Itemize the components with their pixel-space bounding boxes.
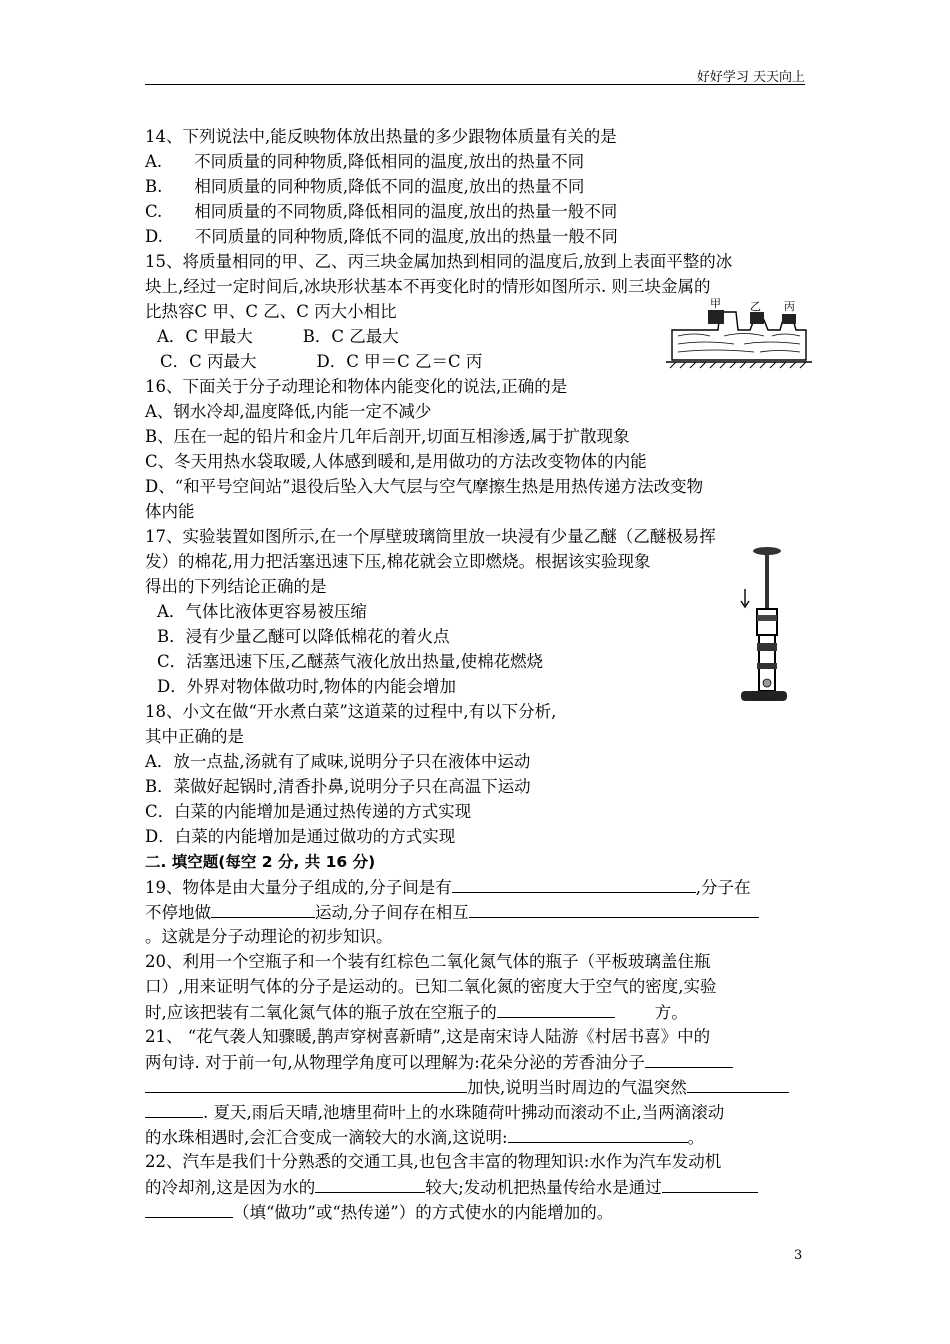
q14-option-d-key: D.: [145, 227, 163, 246]
q19-blank-1[interactable]: [452, 876, 696, 893]
q17-stem-1: 17、实验装置如图所示,在一个厚壁玻璃筒里放一块浸有少量乙醚（乙醚极易挥: [145, 527, 716, 546]
q14-option-a: [145, 151, 584, 173]
q22-blank-2b[interactable]: [145, 1201, 233, 1218]
page-number: 3: [794, 1248, 803, 1263]
label-jia: 甲: [710, 297, 721, 310]
q15-option-a: A．C 甲最大: [157, 327, 253, 346]
q22-blank-1[interactable]: [315, 1176, 425, 1193]
label-bing: 丙: [784, 300, 795, 313]
q17-option-d: D．外界对物体做功时,物体的内能会增加: [157, 677, 456, 696]
q16-option-b: B、压在一起的铅片和金片几年后剖开,切面互相渗透,属于扩散现象: [145, 427, 630, 446]
q18-stem-1: 18、小文在做“开水煮白菜”这道菜的过程中,有以下分析,: [145, 702, 557, 721]
q19-blank-3[interactable]: [469, 901, 759, 918]
q15-options-cd: [160, 351, 482, 373]
q19-text-3: 不停地做: [145, 903, 211, 922]
q22-text-b: 较大;发动机把热量传给水是通过: [425, 1178, 662, 1197]
q14-option-a-key: A.: [145, 152, 163, 171]
block-bing: [782, 314, 796, 324]
q17-stem-3: 得出的下列结论正确的是: [145, 577, 327, 596]
q17-option-c: C．活塞迅速下压,乙醚蒸气液化放出热量,使棉花燃烧: [157, 652, 544, 671]
q16-option-c: C、冬天用热水袋取暖,人体感到暖和,是用做功的方法改变物体的内能: [145, 452, 647, 471]
q14-option-b-key: B.: [145, 177, 163, 196]
q21-blank-2b[interactable]: [145, 1101, 203, 1118]
q21-text-2: 两句诗. 对于前一句,从物理学角度可以理解为:花朵分泌的芳香油分子: [145, 1053, 645, 1072]
q19-line-1: [145, 876, 751, 899]
q17-option-b: B．浸有少量乙醚可以降低棉花的着火点: [157, 627, 450, 646]
q18-option-c: C．白菜的内能增加是通过热传递的方式实现: [145, 802, 472, 821]
q21-blank-1b[interactable]: [145, 1076, 467, 1093]
q21-line-1: 21、 “花气袭人知骤暖,鹊声穿树喜新晴”,这是南宋诗人陆游《村居书喜》中的: [145, 1027, 711, 1046]
q21-blank-2a[interactable]: [687, 1076, 789, 1093]
q18-stem-2: 其中正确的是: [145, 727, 244, 746]
q17-option-a: A．气体比液体更容易被压缩: [157, 602, 367, 621]
section-2-title: 二. 填空题(每空 2 分, 共 16 分): [145, 853, 376, 871]
q18-option-b: B．菜做好起锅时,清香扑鼻,说明分子只在高温下运动: [145, 777, 531, 796]
q16-option-d-2: 体内能: [145, 502, 195, 521]
header-text: 好好学习 天天向上: [696, 70, 805, 85]
label-yi: 乙: [750, 300, 761, 313]
q20-line-3: [145, 1001, 688, 1024]
q22-line-2: [145, 1176, 758, 1199]
q18-option-d: D．白菜的内能增加是通过做功的方式实现: [145, 827, 456, 846]
q22-line-1: 22、汽车是我们十分熟悉的交通工具,也包含丰富的物理知识:水作为汽车发动机: [145, 1152, 722, 1171]
q15-options-ab: [157, 326, 399, 348]
q15-stem-1: 15、将质量相同的甲、乙、丙三块金属加热到相同的温度后,放到上表面平整的冰: [145, 252, 733, 271]
q15-option-c: C．C 丙最大: [160, 352, 257, 371]
q22-text-a: 的冷却剂,这是因为水的: [145, 1178, 316, 1197]
block-jia: [708, 310, 724, 324]
q22-line-3: [145, 1201, 613, 1224]
q22-text-c: （填“做功”或“热传递”）的方式使水的内能增加的。: [233, 1203, 614, 1222]
q20-line-1: 20、利用一个空瓶子和一个装有红棕色二氧化氮气体的瓶子（平板玻璃盖住瓶: [145, 952, 711, 971]
q15-stem-2: 块上,经过一定时间后,冰块形状基本不再变化时的情形如图所示. 则三块金属的: [145, 277, 711, 296]
q14-option-c-text: 相同质量的不同物质,降低相同的温度,放出的热量一般不同: [194, 202, 618, 221]
q22-blank-2a[interactable]: [662, 1176, 758, 1193]
q20-text-b: 方。: [654, 1003, 688, 1022]
q19-line-2: [145, 901, 759, 924]
q21-line-5: [145, 1126, 704, 1149]
q19-text-2: ,分子在: [695, 878, 751, 897]
q20-text-a: 时,应该把装有二氧化氮气体的瓶子放在空瓶子的: [145, 1003, 497, 1022]
q14-option-b: [145, 176, 584, 198]
q21-text-6: 。: [687, 1128, 705, 1147]
q16-option-d-1: D、“和平号空间站”退役后坠入大气层与空气摩擦生热是用热传递方法改变物: [145, 477, 704, 496]
q21-line-2: [145, 1051, 733, 1074]
q14-option-c-key: C.: [145, 202, 163, 221]
q15-option-d: D．C 甲＝C 乙＝C 丙: [316, 352, 483, 371]
q21-line-4: [145, 1101, 724, 1124]
block-yi: [750, 312, 764, 324]
q14-option-c: [145, 201, 617, 223]
q21-line-3: [145, 1076, 789, 1099]
q15-option-b: B．C 乙最大: [302, 327, 399, 346]
glass-cylinder-figure: [735, 545, 795, 710]
page-header: [145, 64, 805, 85]
q17-stem-2: 发）的棉花,用力把活塞迅速下压,棉花就会立即燃烧。根据该实验现象: [145, 552, 651, 571]
q14-option-d-text: 不同质量的同种物质,降低不同的温度,放出的热量一般不同: [194, 227, 618, 246]
q16-option-a: A、钢水冷却,温度降低,内能一定不减少: [145, 402, 432, 421]
q14-option-d: [145, 226, 618, 248]
q19-text-4: 运动,分子间存在相互: [315, 903, 469, 922]
q21-text-5: 的水珠相遇时,会汇合变成一滴较大的水滴,这说明:: [145, 1128, 508, 1147]
q14-option-b-text: 相同质量的同种物质,降低不同的温度,放出的热量不同: [194, 177, 585, 196]
q21-blank-1a[interactable]: [645, 1051, 733, 1068]
q20-blank[interactable]: [497, 1001, 615, 1018]
q16-stem: 16、下面关于分子动理论和物体内能变化的说法,正确的是: [145, 377, 568, 396]
q21-text-3: 加快,说明当时周边的气温突然: [467, 1078, 687, 1097]
q19-text-1: 19、物体是由大量分子组成的,分子间是有: [145, 878, 452, 897]
q21-text-4: . 夏天,雨后天晴,池塘里荷叶上的水珠随荷叶拂动而滚动不止,当两滴滚动: [203, 1103, 725, 1122]
q20-line-2: 口）,用来证明气体的分子是运动的。已知二氧化氮的密度大于空气的密度,实验: [145, 977, 717, 996]
q21-blank-3[interactable]: [508, 1126, 688, 1143]
q19-blank-2[interactable]: [211, 901, 315, 918]
ice-block-figure: [664, 290, 814, 370]
q19-line-3: 。这就是分子动理论的初步知识。: [145, 927, 393, 946]
q15-stem-3: 比热容C 甲、C 乙、C 丙大小相比: [145, 302, 397, 321]
q14-option-a-text: 不同质量的同种物质,降低相同的温度,放出的热量不同: [194, 152, 585, 171]
q14-stem: 14、下列说法中,能反映物体放出热量的多少跟物体质量有关的是: [145, 127, 617, 146]
q18-option-a: A．放一点盐,汤就有了咸味,说明分子只在液体中运动: [145, 752, 531, 771]
